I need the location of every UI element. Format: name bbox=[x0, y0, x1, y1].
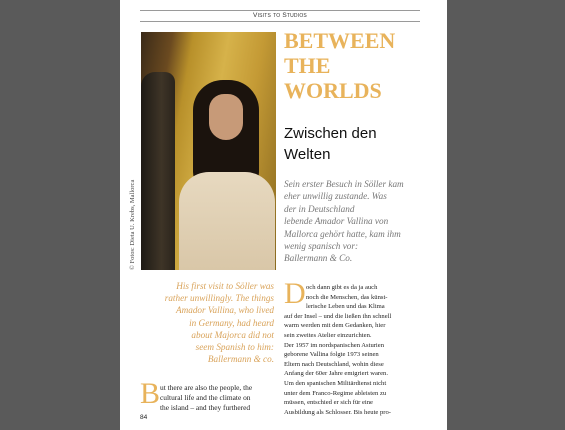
portrait-shirt bbox=[179, 172, 275, 270]
english-body-line: the island – and they furthered bbox=[160, 403, 251, 413]
english-intro-line: Amador Vallina, who lived bbox=[176, 305, 274, 316]
english-intro bbox=[140, 280, 274, 365]
headline-line: WORLDS bbox=[284, 78, 382, 103]
portrait-face bbox=[209, 94, 243, 140]
headline bbox=[284, 28, 434, 103]
german-intro-line: lebende Amador Vallina von bbox=[284, 216, 389, 227]
english-body-line: ut there are also the people, the bbox=[160, 383, 253, 392]
english-intro-line: about Majorca did not bbox=[191, 329, 274, 340]
german-dropcap: D bbox=[284, 277, 306, 310]
german-body-line: och dann gibt es da ja auch bbox=[306, 284, 378, 291]
german-intro-line: der in Deutschland bbox=[284, 203, 355, 214]
german-body-line: Eltern nach Deutschland, wohin diese bbox=[284, 360, 384, 368]
german-body-line: Um den spanischen Militärdienst nicht bbox=[284, 379, 387, 387]
german-intro-line: Mallorca gehört hatte, kam ihm bbox=[284, 228, 401, 239]
english-intro-line: Ballermann & co. bbox=[207, 354, 274, 365]
artist-photo bbox=[141, 32, 276, 270]
photo-credit: © Fotos: Dieta U. Krebs, Mallorca bbox=[129, 179, 136, 270]
german-headline-line: Zwischen den bbox=[284, 125, 377, 142]
german-intro-line: eher unwillig zustande. Was bbox=[284, 191, 387, 202]
german-body-line: Ausbildung als Schlosser. Bis heute pro- bbox=[284, 408, 391, 416]
german-body-line: sein zweites Atelier einzurichten. bbox=[284, 331, 372, 339]
german-intro bbox=[284, 178, 442, 265]
german-body-line: Anfang der 60er Jahre emigriert waren. bbox=[284, 370, 388, 378]
magazine-page bbox=[120, 0, 447, 430]
german-intro-line: Sein erster Besuch in Söller kam bbox=[284, 179, 404, 189]
english-body-line: cultural life and the climate on bbox=[160, 393, 251, 403]
german-body-line: geborene Vallina folgte 1973 seinen bbox=[284, 351, 379, 359]
german-body-line: auf der Insel – und die ließen ihn schnell bbox=[284, 312, 392, 320]
german-body-line: Der 1957 im nordspanischen Asturien bbox=[284, 341, 384, 349]
headline-line: THE bbox=[284, 53, 331, 78]
section-title: Visits to Studios bbox=[253, 12, 307, 19]
english-body bbox=[160, 383, 276, 414]
german-body-line: müssen, entschied er sich für eine bbox=[284, 399, 373, 407]
english-intro-line: His first visit to Söller was bbox=[176, 281, 274, 291]
german-body-line: lerische Leben und das Klima bbox=[306, 303, 385, 311]
section-header bbox=[140, 10, 420, 22]
german-intro-line: wenig spanisch vor: bbox=[284, 241, 359, 252]
english-intro-line: rather unwillingly. The things bbox=[164, 293, 274, 304]
german-headline-line: Welten bbox=[284, 146, 331, 163]
german-body-line: noch die Menschen, das künst- bbox=[306, 293, 388, 301]
english-intro-line: in Germany, had heard bbox=[189, 317, 274, 328]
german-body bbox=[284, 283, 444, 417]
sculpture-shape bbox=[141, 72, 175, 270]
headline-line: BETWEEN bbox=[284, 28, 396, 53]
german-body-line: warm werden mit dem Gedanken, hier bbox=[284, 322, 386, 330]
german-headline bbox=[284, 123, 434, 165]
page-number: 84 bbox=[140, 414, 148, 421]
english-dropcap: B bbox=[140, 377, 161, 410]
german-intro-line: Ballermann & Co. bbox=[284, 253, 353, 264]
english-intro-line: seem Spanish to him: bbox=[195, 342, 274, 353]
german-body-line: unter dem Franco-Regime ableisten zu bbox=[284, 389, 387, 397]
